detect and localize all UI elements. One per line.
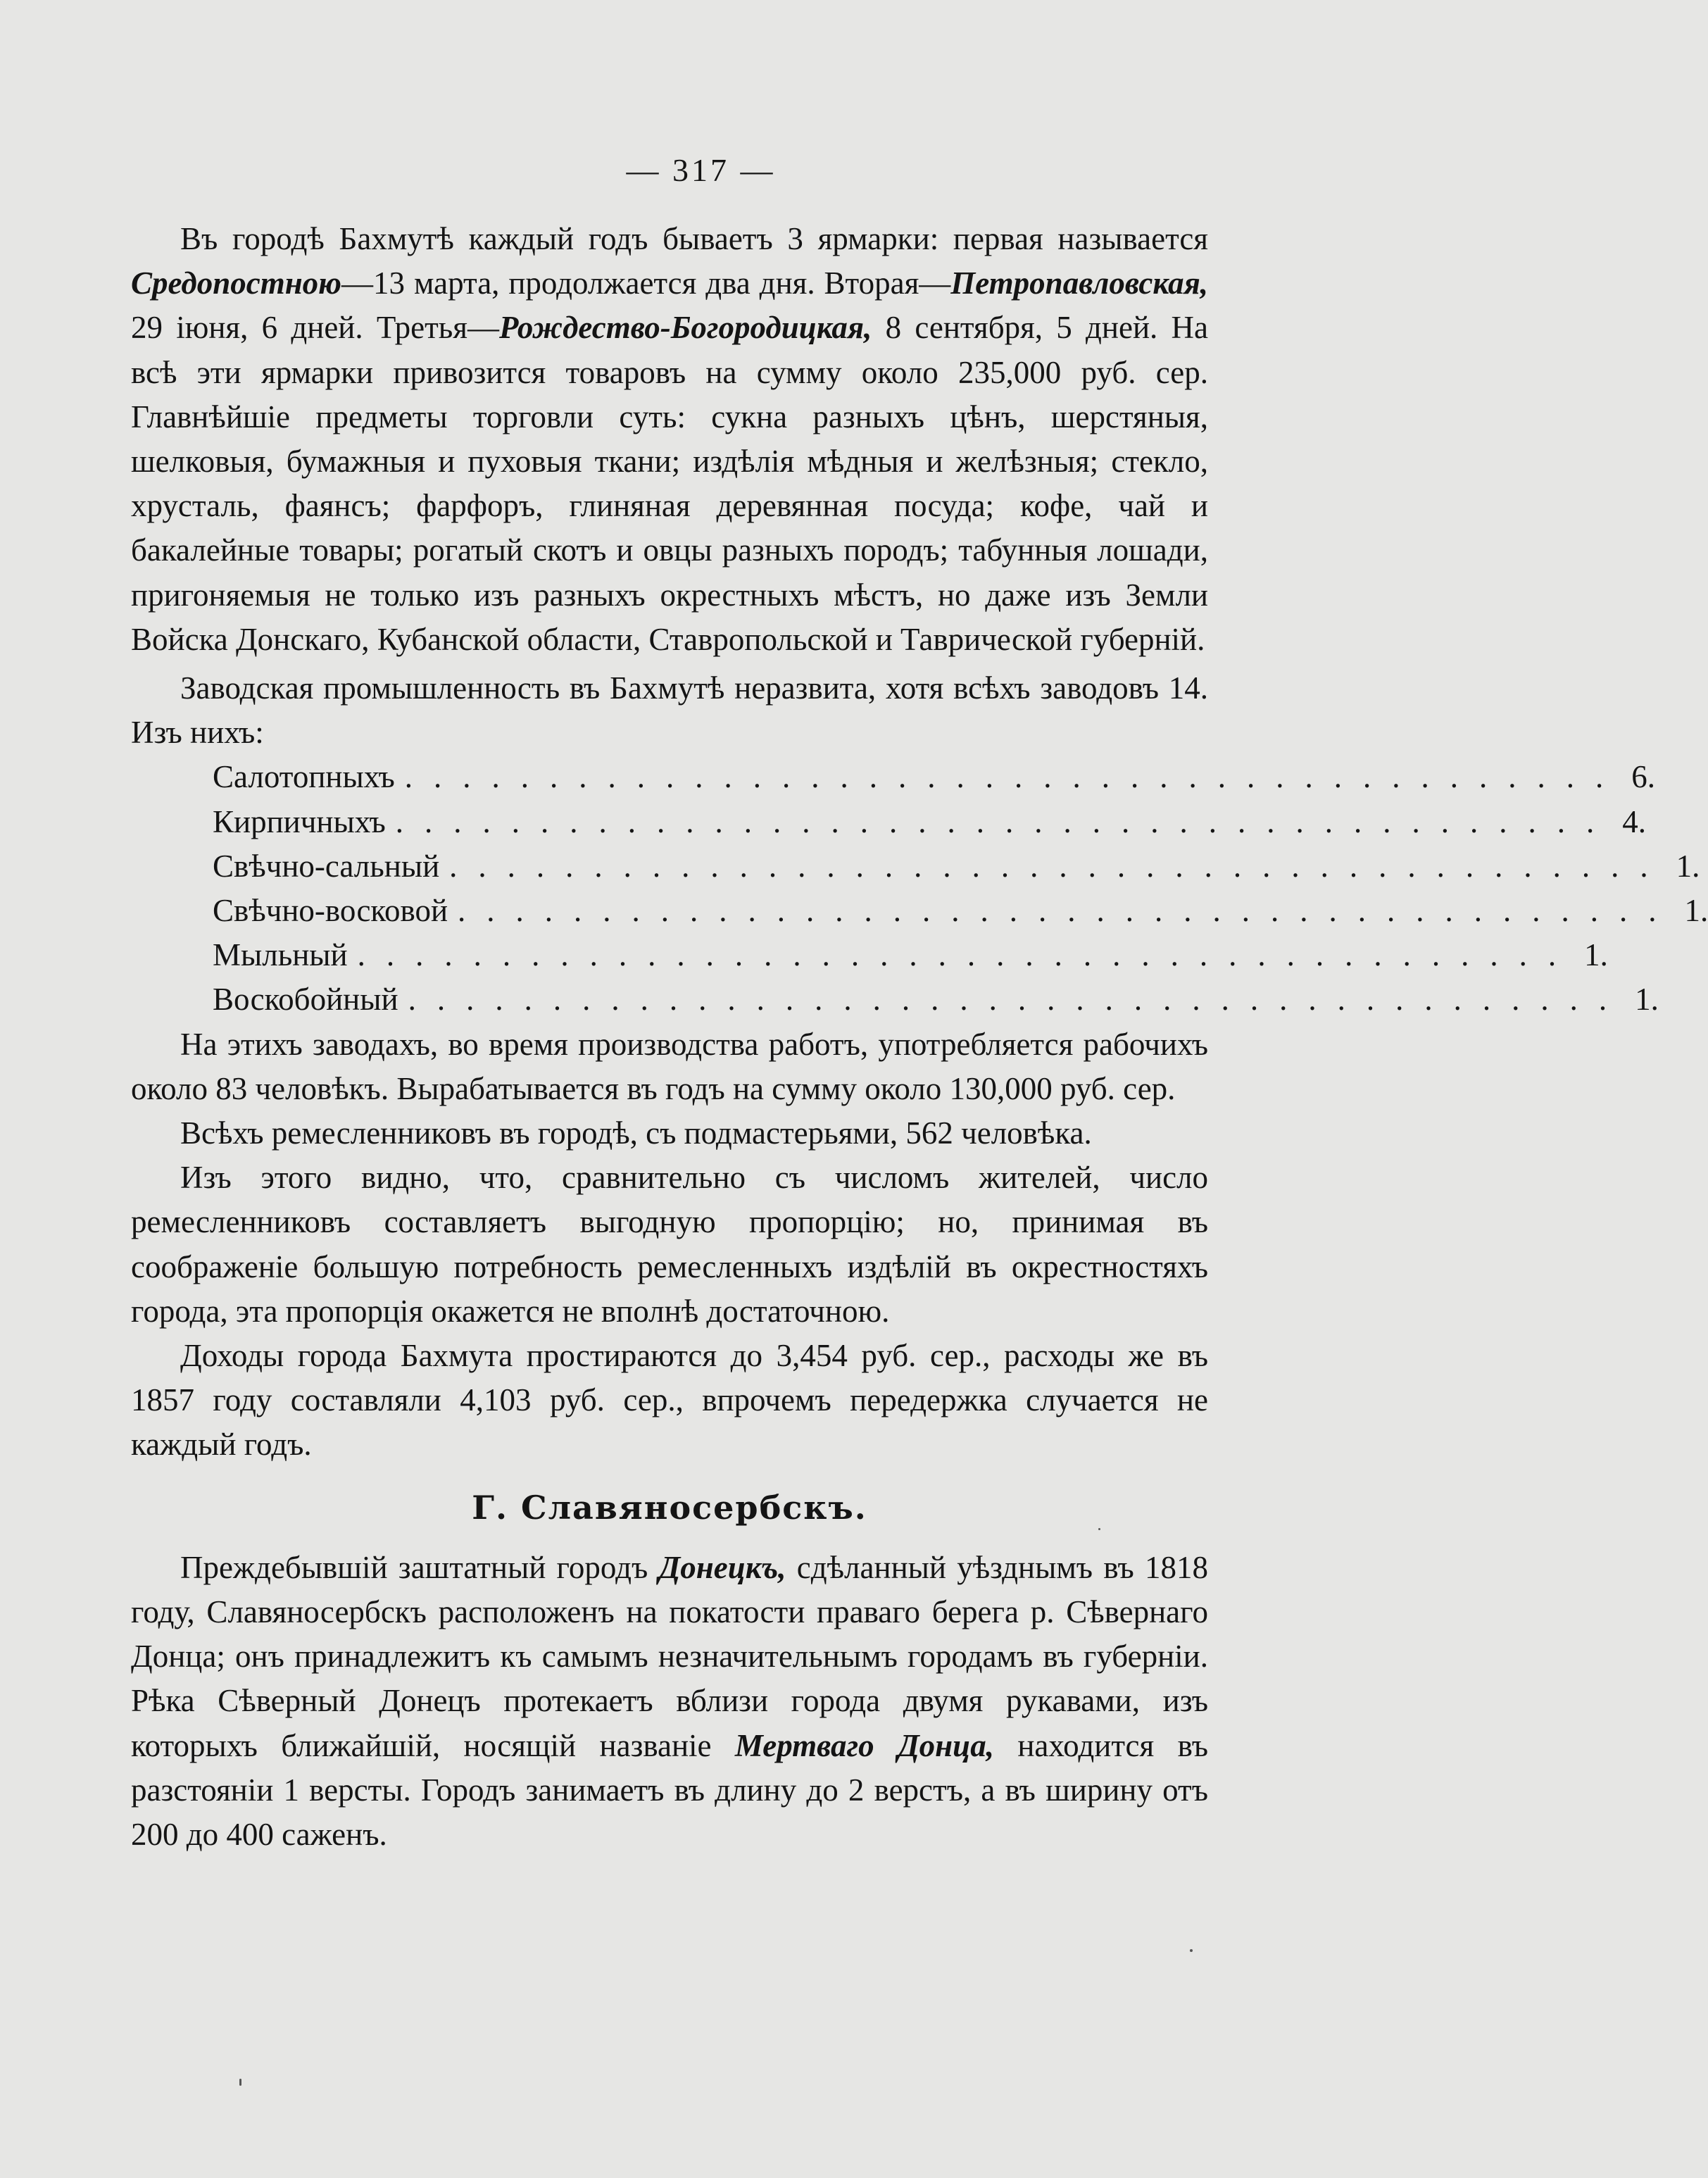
print-speck [239,2079,241,2086]
factory-row [213,800,1647,844]
emphasis-town-name: Донецкъ, [658,1549,786,1585]
dot-leader: .......................................... [458,893,1678,928]
factory-row [213,977,1659,1022]
dot-leader: .......................................... [404,759,1625,795]
factory-row [213,889,1708,933]
factory-count: 4. [1622,803,1647,839]
paragraph-fairs [131,217,1208,662]
print-speck [1190,1949,1193,1952]
paragraph-revenue: Доходы города Бахмута простираются до 3,454 руб. сер., расходы же въ 1857 году составляли 4,103 руб. сер., впрочемъ передержка случается не каждый годъ. [131,1337,1208,1463]
factory-name: Салотопныхъ [213,759,395,795]
dot-leader: .......................................... [395,803,1616,839]
print-speck [1098,1528,1100,1530]
dot-leader: .......................................... [449,848,1669,884]
factory-row [213,844,1700,889]
paragraph-workers: На этихъ заводахъ, во время производства работъ, употребляется рабочихъ около 83 человѣкъ. Вырабатывается въ годъ на сумму около 130,000 руб. сер. [131,1026,1208,1106]
page-number: — 317 — [626,152,776,188]
paragraph-slavyanoserbsk [131,1546,1208,1857]
text-run: 8 сентября, 5 дней. На всѣ эти ярмарки привозится товаровъ на сумму около 235,000 руб. сер. Главнѣйшіе предметы торговли суть: сукна разныхъ цѣнъ, шерстяныя, шелковыя, бумажныя и пуховыя ткани; издѣлія мѣдныя и желѣзныя; стекло, хрусталь, фаянсъ; фарфоръ, глиняная деревянная посуда; кофе, чай и бакалейные товары; рогатый скотъ и овцы разныхъ породъ; табунныя лошади, пригоняемыя не только изъ разныхъ окрестныхъ мѣстъ, но даже изъ Земли Войска Донскаго, Кубанской области, Ставропольской и Таврической губерній. [131,310,1208,657]
emphasis-fair-name: Петропавловская, [950,265,1208,301]
text-run: Преждебывшій заштатный городъ [180,1549,659,1585]
text-run: Въ городѣ Бахмутѣ каждый годъ бываетъ 3 ярмарки: первая называется [180,221,1208,256]
paragraph-industry: Заводская промышленность въ Бахмутѣ неразвита, хотя всѣхъ заводовъ 14. Изъ нихъ: [131,670,1208,751]
factory-name: Мыльный [213,937,348,973]
dot-leader: .......................................... [408,982,1628,1018]
factory-count: 1. [1676,848,1700,884]
factory-name: Воскобойный [213,982,398,1018]
page-body [131,217,1708,1857]
factory-name: Кирпичныхъ [213,803,386,839]
emphasis-river-name: Мертваго Донца, [734,1727,994,1763]
factory-list [213,755,1708,1022]
emphasis-fair-name: Рождество-Богородицкая, [499,310,872,346]
factory-count: 1. [1635,982,1659,1018]
factory-row [213,755,1656,799]
section-heading: Г. Славяносербскъ. [472,1488,867,1527]
factory-count: 1. [1684,893,1708,928]
dot-leader: .......................................... [357,937,1578,973]
paragraph-artisans: Всѣхъ ремесленниковъ въ городѣ, съ подмастерьями, 562 человѣка. [180,1115,1092,1151]
text-run: сдѣланный уѣзднымъ въ 1818 году, Славяносербскъ расположенъ на покатости праваго берега р. Сѣвернаго Донца; онъ принадлежитъ къ самымъ незначительнымъ городамъ въ губерніи. Рѣка Сѣверный Донецъ протекаетъ вблизи города двумя рукавами, изъ которыхъ ближайшій, носящій названіе [131,1549,1208,1763]
text-run: находится въ разстояніи 1 версты. Городъ занимаетъ въ длину до 2 верстъ, а въ ширину отъ 200 до 400 саженъ. [131,1727,1208,1853]
emphasis-fair-name: Средопостною [131,265,342,301]
paragraph-proportion: Изъ этого видно, что, сравнительно съ числомъ жителей, число ремесленниковъ составляетъ выгодную пропорцію; но, принимая въ соображеніе большую потребность ремесленныхъ издѣлій въ окрестностяхъ города, эта пропорція окажется не вполнѣ достаточною. [131,1160,1208,1329]
factory-row [213,933,1608,977]
factory-name: Свѣчно-сальный [213,848,440,884]
factory-name: Свѣчно-восковой [213,893,448,928]
factory-count: 6. [1631,759,1656,795]
factory-count: 1. [1584,937,1608,973]
text-run: —13 марта, продолжается два дня. Вторая— [341,265,951,301]
text-run: 29 іюня, 6 дней. Третья— [131,310,499,346]
